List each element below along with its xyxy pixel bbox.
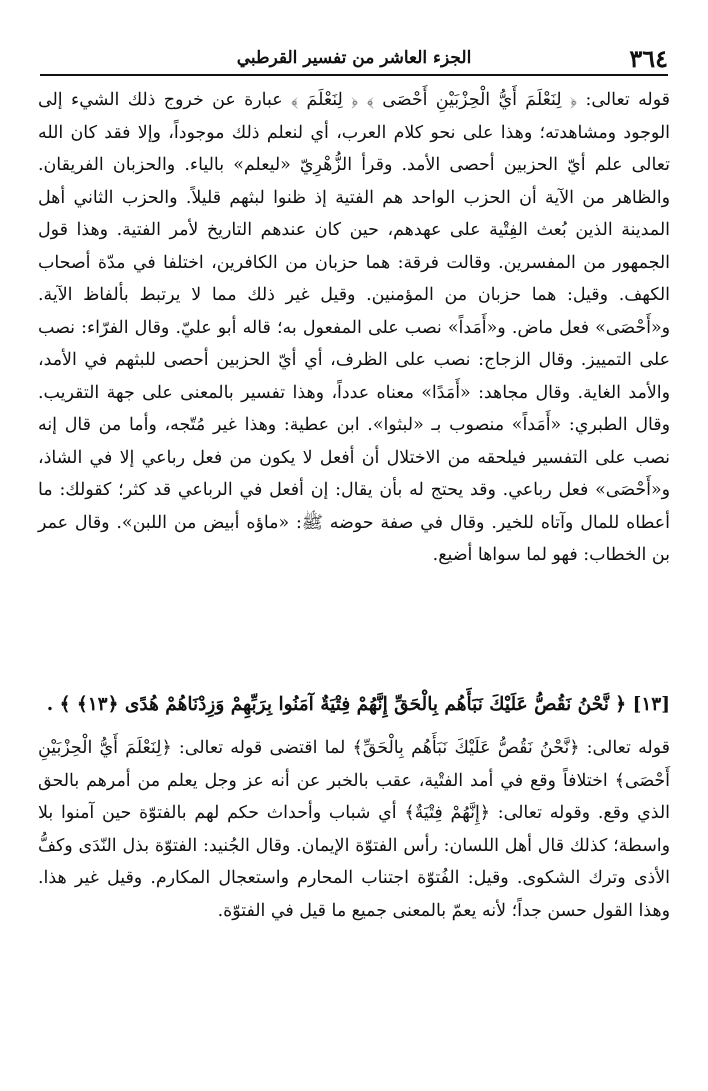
commentary-section-1 [38,84,670,572]
verse-number: [١٣] [632,694,670,715]
commentary-section-2 [38,732,670,927]
commentary-paragraph: قوله تعالى: ﴿ لِنَعْلَمَ أَيُّ الْحِزْبَيْنِ أَحْصَى ﴾ ﴿ لِنَعْلَمَ ﴾ عبارة عن خروج ذلك الشيء إلى الوجود ومشاهدته؛ وهذا على نحو كلام العرب، أي لنعلم ذلك موجوداً، وإلا فقد كان الله تعالى علم أيّ الحزبين أحصى الأمد. وقرأ الزُّهْرِيّ «ليعلم» بالياء. والحزبان الفريقان. والظاهر من الآية أن الحزب الواحد هم الفتية إذ ظنوا لبثهم قليلاً. والحزب الثاني أهل المدينة الذين بُعث الفِتْية على عهدهم، حين كان عندهم التاريخ لأمر الفتية. وهذا قول الجمهور من المفسرين. وقالت فرقة: هما حزبان من الكافرين، اختلفا في مدّة أصحاب الكهف. وقيل: هما حزبان من المؤمنين. وقيل غير ذلك مما لا يرتبط بألفاظ الآية. و«أَحْصَى» فعل ماض. و«أَمَداً» نصب على المفعول به؛ قاله أبو عليّ. وقال الفرّاء: نصب على التمييز. وقال الزجاج: نصب على الظرف، أي أيّ الحزبين أحصى للبثهم في الأمد، والأمد الغاية. وقال مجاهد: «أَمَدًا» معناه عدداً، وهذا تفسير بالمعنى على جهة التقريب. وقال الطبري: «أَمَداً» منصوب بـ «لبثوا». ابن عطية: وهذا غير مُتّجه، وأما من قال إنه نصب على التفسير فيلحقه من الاختلال أن أفعل لا يكون من فعل رباعي إلا في الشاذ، و«أَحْصَى» فعل رباعي. وقد يحتج له بأن يقال: إن أفعل في الرباعي قد كثر؛ كقولك: ما أعطاه للمال وآتاه للخير. وقال في صفة حوضه ﷺ: «ماؤه أبيض من اللبن». وقال عمر بن الخطاب: فهو لما سواها أضيع. [38,90,670,565]
page-number: ٣٦٤ [629,44,668,73]
verse-line [38,690,670,720]
commentary-paragraph: قوله تعالى: ﴿نَّحْنُ نَقُصُّ عَلَيْكَ نَبَأَهُم بِالْحَقِّ﴾ لما اقتضى قوله تعالى: ﴿لِنَعْلَمَ أَيُّ الْحِزْبَيْنِ أَحْصَى﴾ اختلافاً وقع في أمد الفتْية، عقب بالخبر عن أنه عز وجل يعلم من أمرهم بالحق الذي وقع. وقوله تعالى: ﴿إِنَّهُمْ فِتْيَةٌ﴾ أي شباب وأحداث حكم لهم بالفتوّة حين آمنوا بلا واسطة؛ كذلك قال أهل اللسان: رأس الفتوّة الإيمان. وقال الجُنيد: الفتوّة بذل النّدَى وكفُّ الأذى وترك الشكوى. وقيل: الفُتوّة اجتناب المحارم واستعجال المكارم. وقيل غير هذا. وهذا القول حسن جداً؛ لأنه يعمّ بالمعنى جميع ما قيل في الفتوّة. [38,738,670,921]
page-header [40,40,668,76]
verse-text: ﴿ نَّحْنُ نَقُصُّ عَلَيْكَ نَبَأَهُم بِالْحَقِّ إِنَّهُمْ فِتْيَةٌ آمَنُوا بِرَبِّهِمْ وَزِدْنَاهُمْ هُدًى ﴿١٣﴾ ﴾ . [46,694,627,715]
running-title: الجزء العاشر من تفسير القرطبي [236,48,472,68]
